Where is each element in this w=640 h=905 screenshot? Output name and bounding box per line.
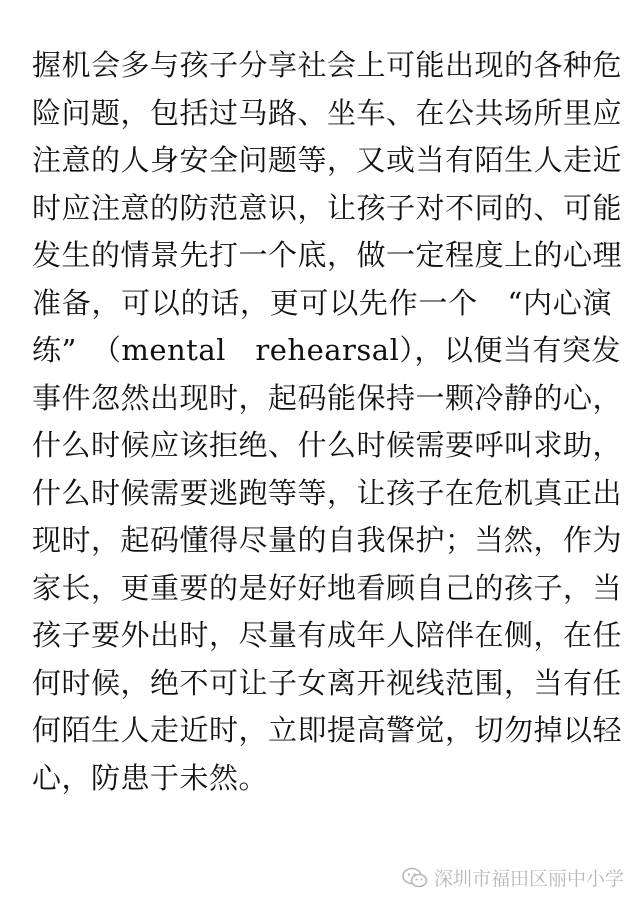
watermark (402, 864, 624, 891)
wechat-icon (402, 867, 428, 889)
watermark-text: 深圳市福田区丽中小学 (433, 868, 624, 890)
text-line-last: 心，防患于未然。 (32, 760, 269, 795)
text-line: 发生的情景先打一个底，做一定程度上的心理 (32, 238, 623, 272)
text-line: 什么时候需要逃跑等等，让孩子在危机真正出 (32, 475, 623, 510)
text-line: 何陌生人走近时，立即提高警觉，切勿掉以轻 (32, 713, 623, 747)
article-body (32, 42, 623, 802)
text-line: 练” （mental rehearsal），以便当有突发 (32, 333, 621, 367)
text-line: 何时候，绝不可让子女离开视线范围，当有任 (32, 665, 623, 700)
text-line: 险问题，包括过马路、坐车、在公共场所里应 (32, 95, 623, 130)
text-line: 什么时候应该拒绝、什么时候需要呼叫求助， (32, 428, 623, 462)
text-line: 时应注意的防范意识，让孩子对不同的、可能 (32, 190, 623, 225)
text-line: 现时，起码懂得尽量的自我保护；当然，作为 (32, 523, 623, 557)
text-line: 孩子要外出时，尽量有成年人陪伴在侧，在任 (32, 618, 623, 652)
text-line: 准备，可以的话，更可以先作一个 “内心演 (32, 285, 612, 320)
text-line: 事件忽然出现时，起码能保持一颗冷静的心， (32, 380, 623, 415)
text-line: 握机会多与孩子分享社会上可能出现的各种危 (32, 48, 623, 82)
text-line: 家长，更重要的是好好地看顾自己的孩子，当 (32, 570, 623, 605)
text-line: 注意的人身安全问题等，又或当有陌生人走近 (32, 143, 623, 177)
